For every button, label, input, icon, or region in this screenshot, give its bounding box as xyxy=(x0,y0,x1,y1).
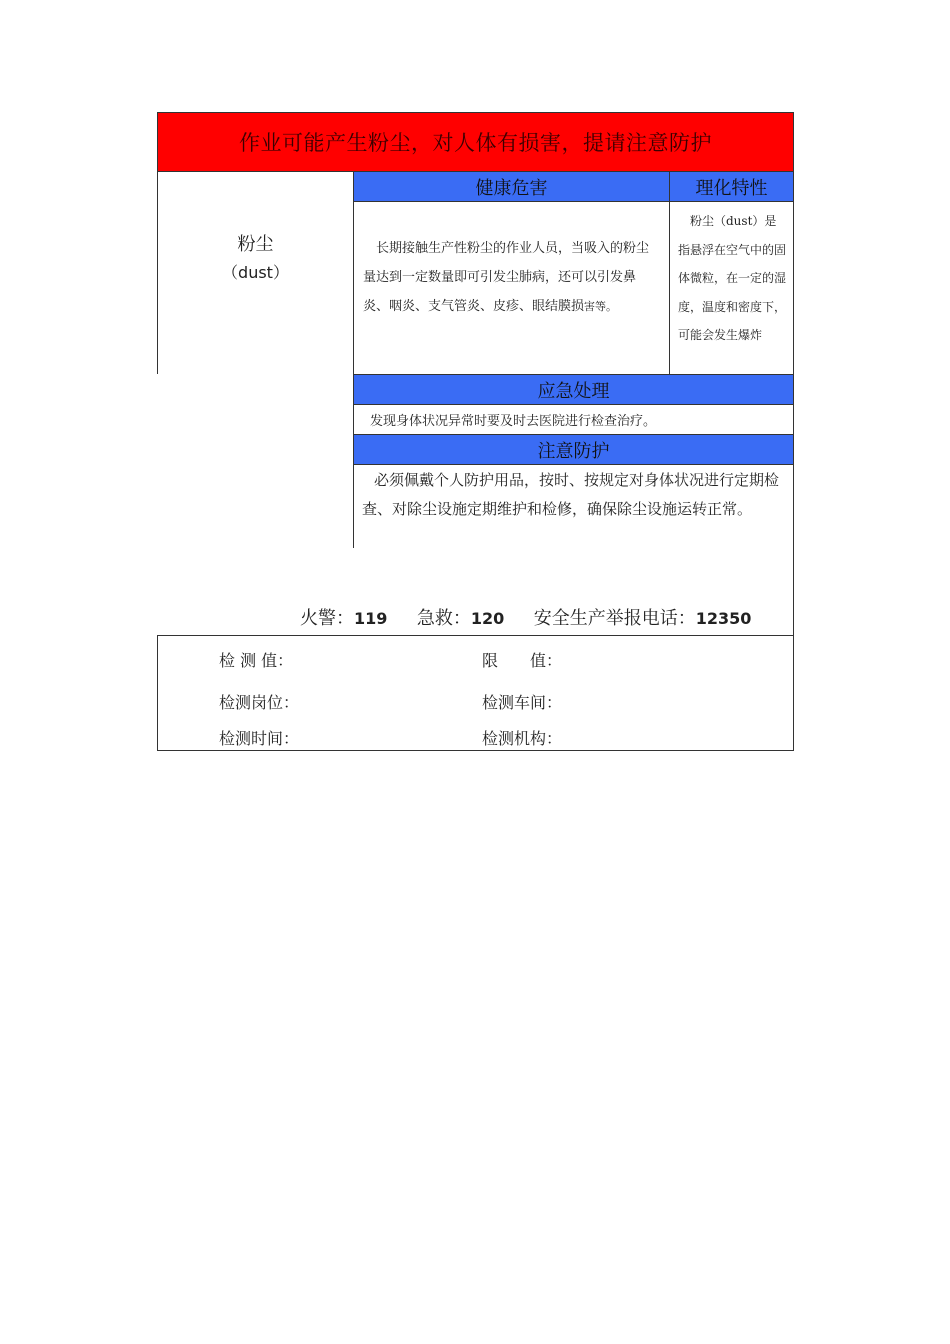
right-border-line xyxy=(793,548,794,636)
emergency-cell xyxy=(353,404,794,435)
health-hazard-text-main: 长期接触生产性粉尘的作业人员，当吸入的粉尘量达到一定数量即可引发尘肺病，还可以引发鼻炎、咽炎、支气管炎、皮疹、眼结膜损 xyxy=(363,241,650,314)
inspection-agency-label: 检测机构： xyxy=(482,729,563,748)
inspection-post-label: 检测岗位： xyxy=(219,693,300,712)
emergency-phones xyxy=(300,604,751,630)
health-hazard-text-tail: 害等。 xyxy=(584,300,618,313)
protection-cell xyxy=(353,464,794,548)
protection-header-label: 注意防护 xyxy=(537,440,610,462)
ambulance-number: 120 xyxy=(470,609,505,628)
report-label: 安全生产举报电话： xyxy=(533,608,696,629)
inspection-time-label: 检测时间： xyxy=(219,729,300,748)
health-hazard-header xyxy=(353,171,670,202)
properties-header-label: 理化特性 xyxy=(695,177,768,199)
warning-title: 作业可能产生粉尘，对人体有损害，提请注意防护 xyxy=(239,131,712,155)
health-hazard-cell xyxy=(353,201,670,375)
ambulance-label: 急救： xyxy=(416,608,471,629)
protection-text: 必须佩戴个人防护用品，按时、按规定对身体状况进行定期检查、对除尘设施定期维护和检修，确保除尘设施运转正常。 xyxy=(362,471,780,518)
health-hazard-text xyxy=(354,202,669,321)
substance-name-en: （dust） xyxy=(222,263,289,282)
report-number: 12350 xyxy=(695,609,752,628)
inspection-workshop-label: 检测车间： xyxy=(482,693,563,712)
fire-label: 火警： xyxy=(300,608,354,629)
emergency-header xyxy=(353,374,794,405)
emergency-text: 发现身体状况异常时要及时去医院进行检查治疗。 xyxy=(370,414,657,429)
properties-cell xyxy=(669,201,794,375)
substance-name: 粉尘 xyxy=(237,234,274,255)
emergency-header-label: 应急处理 xyxy=(537,380,610,402)
fire-number: 119 xyxy=(354,609,388,628)
inspection-value-label: 检 测 值： xyxy=(219,651,294,670)
properties-text: 粉尘（dust）是指悬浮在空气中的固体微粒，在一定的湿度，温度和密度下，可能会发生爆炸 xyxy=(678,214,787,342)
inspection-limit-label: 限 值： xyxy=(482,651,563,670)
warning-banner xyxy=(157,112,794,172)
health-hazard-header-label: 健康危害 xyxy=(475,177,548,199)
properties-header xyxy=(669,171,794,202)
protection-header xyxy=(353,434,794,465)
